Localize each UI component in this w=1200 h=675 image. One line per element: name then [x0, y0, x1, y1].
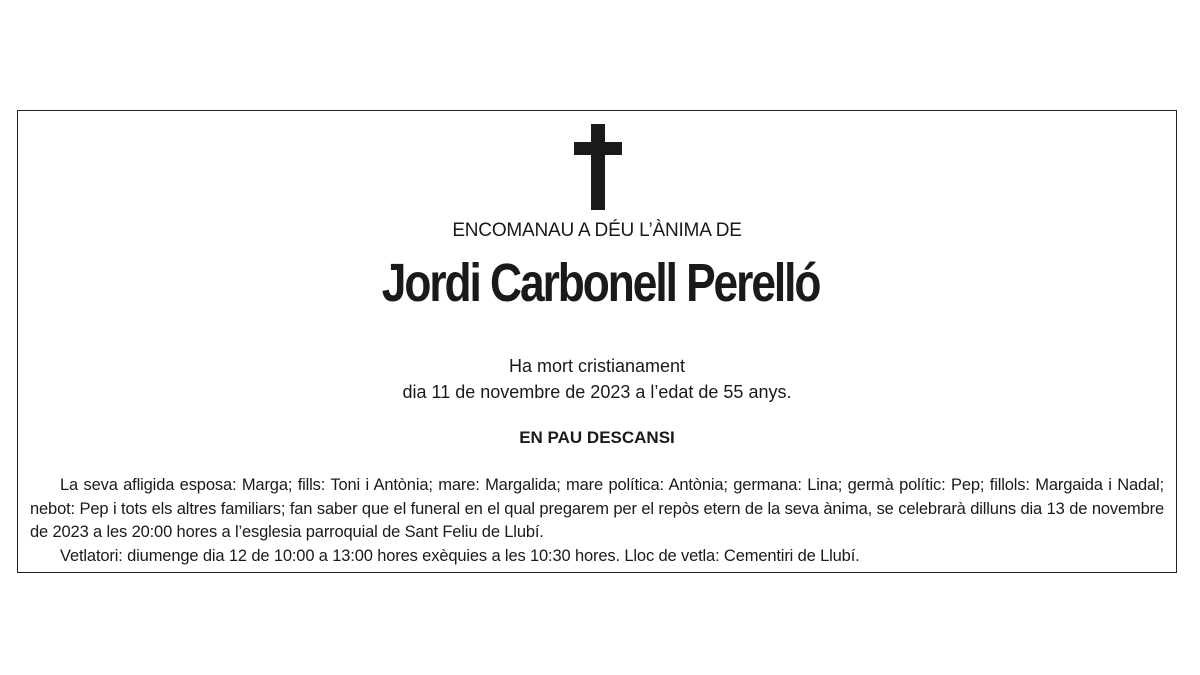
death-date-age: dia 11 de novembre de 2023 a l’edat de 55 anys.: [402, 382, 792, 402]
family-paragraph: La seva afligida esposa: Marga; fills: Toni i Antònia; mare: Margalida; mare política: Antònia; germana: Lina; germà polític: Pep; fillols: Margaida i Nadal; nebot: Pep i tots els altres familiars; fan saber que el funeral en el qual pregarem per el repòs etern de la seva ànima, se celebrarà dilluns dia 13 de novembre de 2023 a les 20:00 hores a l’esglesia parroquial de Sant Feliu de Llubí.: [30, 476, 1164, 541]
rest-in-peace-heading: EN PAU DESCANSI: [519, 428, 675, 447]
wake-paragraph: Vetlatori: diumenge dia 12 de 10:00 a 13:00 hores exèquies a les 10:30 hores. Lloc de vetla: Cementiri de Llubí.: [60, 546, 860, 565]
obituary-body: [30, 474, 1164, 568]
cross-icon: [574, 124, 622, 210]
intro-heading: ENCOMANAU A DÉU L’ÀNIMA DE: [452, 220, 742, 241]
death-statement: Ha mort cristianament: [508, 356, 686, 376]
deceased-name: Jordi Carbonell Perelló: [381, 253, 820, 313]
